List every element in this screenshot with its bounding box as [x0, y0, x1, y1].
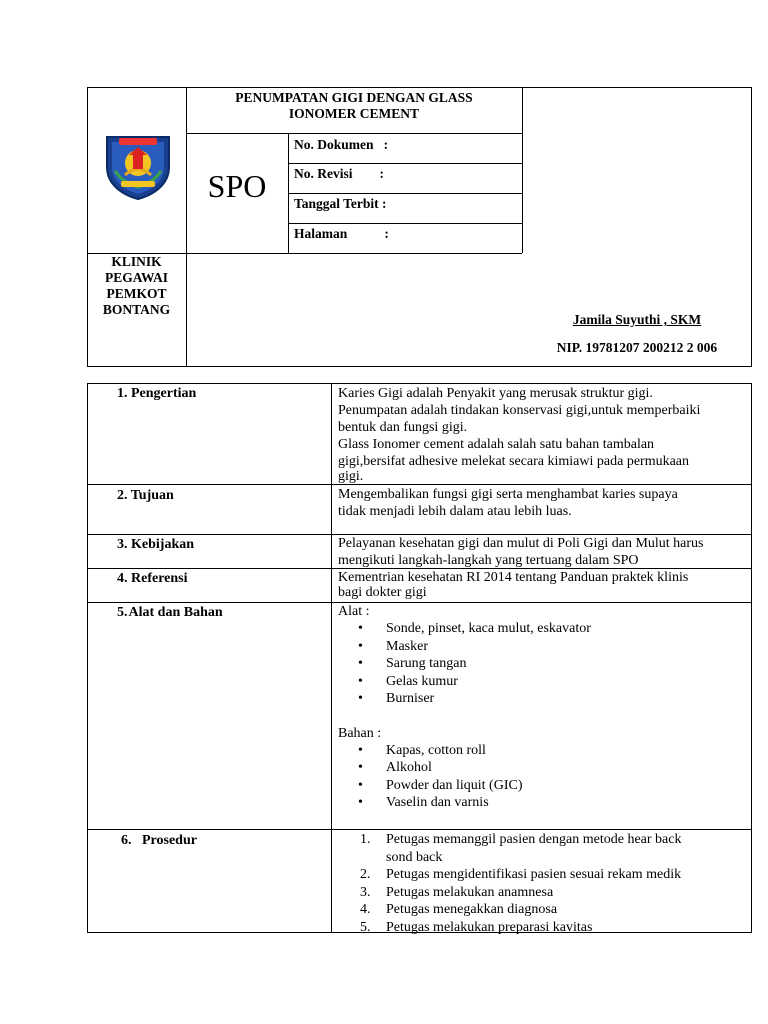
prosedur-list	[338, 831, 748, 936]
bahan-title: Bahan :	[338, 725, 382, 741]
text-line: Kementrian kesehatan RI 2014 tentang Panduan praktek klinis	[338, 570, 689, 585]
clinic-name	[87, 254, 186, 318]
clinic-line: PEMKOT	[106, 286, 167, 301]
step-number: 2.	[360, 867, 371, 882]
content-referensi	[338, 569, 748, 600]
header-divider	[186, 133, 522, 134]
text-line: gigi.	[338, 470, 364, 483]
column-divider	[331, 383, 332, 933]
list-item: • Vaselin dan varnis	[338, 794, 748, 812]
text-line: tidak menjadi lebih dalam atau lebih luas.	[338, 504, 572, 519]
content-tujuan	[338, 486, 748, 520]
label-referensi: 4. Referensi	[117, 571, 188, 586]
signer-name: Jamila Suyuthi , SKM	[572, 312, 702, 327]
header-divider	[288, 223, 522, 224]
content-pengertian	[338, 385, 748, 483]
text-line: Glass Ionomer cement adalah salah satu bahan tambalan	[338, 437, 655, 452]
row-divider	[87, 484, 752, 485]
field-tanggal-terbit: Tanggal Terbit :	[294, 196, 387, 211]
step-text: Petugas melakukan preparasi kavitas	[386, 919, 593, 935]
header-divider	[288, 163, 522, 164]
text-line: Pelayanan kesehatan gigi dan mulut di Poli Gigi dan Mulut harus	[338, 536, 704, 551]
step-text: Petugas menegakkan diagnosa	[386, 902, 558, 917]
label-prosedur: 6. Prosedur	[121, 833, 197, 848]
label-text: Alat dan Bahan	[128, 605, 223, 620]
step-item	[338, 919, 748, 937]
spo-label: SPO	[207, 168, 267, 204]
label-pengertian: 1. Pengertian	[117, 386, 197, 401]
list-item: • Gelas kumur	[338, 673, 748, 691]
header-divider	[186, 87, 187, 367]
text-line: Penumpatan adalah tindakan konservasi gigi,untuk memperbaiki	[338, 403, 701, 418]
label-kebijakan: 3. Kebijakan	[117, 537, 195, 552]
list-item: • Sarung tangan	[338, 655, 748, 673]
step-text: Petugas mengidentifikasi pasien sesuai rekam medik	[386, 867, 682, 882]
alat-title: Alat :	[338, 604, 370, 619]
text-line: Mengembalikan fungsi gigi serta menghambat karies supaya	[338, 487, 678, 502]
step-text: Petugas melakukan anamnesa	[386, 884, 554, 900]
text-line: bagi dokter gigi	[338, 585, 427, 600]
list-item: • Burniser	[338, 690, 748, 708]
clinic-line: KLINIK	[111, 254, 162, 269]
text-line: bentuk dan fungsi gigi.	[338, 420, 468, 435]
list-item: • Masker	[338, 638, 748, 656]
clinic-line: PEGAWAI	[104, 270, 168, 285]
list-item: • Sonde, pinset, kaca mulut, eskavator	[338, 620, 748, 638]
step-number: 1.	[360, 832, 371, 847]
step-text: Petugas memanggil pasien dengan metode hear back	[386, 832, 682, 847]
step-item	[338, 901, 748, 919]
clinic-line: BONTANG	[102, 302, 171, 317]
text-line: gigi,bersifat adhesive melekat secara kimiawi pada permukaan	[338, 454, 690, 469]
document-title	[186, 90, 522, 122]
header-divider	[522, 87, 523, 253]
list-item: • Powder dan liquit (GIC)	[338, 777, 748, 795]
city-logo	[103, 133, 173, 201]
content-prosedur	[338, 831, 748, 936]
step-item	[338, 831, 748, 866]
row-divider	[87, 829, 752, 830]
header-divider	[288, 193, 522, 194]
step-number: 3.	[360, 884, 371, 900]
alat-list	[338, 620, 748, 708]
step-item	[338, 866, 748, 884]
content-kebijakan	[338, 535, 750, 569]
label-tujuan: 2. Tujuan	[117, 488, 174, 503]
list-item: • Alkohol	[338, 759, 748, 777]
step-item	[338, 884, 748, 902]
step-text: sond back	[386, 849, 443, 865]
list-item: • Kapas, cotton roll	[338, 742, 748, 760]
signer-nip: NIP. 19781207 200212 2 006	[556, 340, 718, 355]
text-line: Karies Gigi adalah Penyakit yang merusak struktur gigi.	[338, 386, 653, 401]
field-halaman: Halaman :	[294, 226, 389, 241]
bahan-list	[338, 742, 748, 812]
label-alat-bahan	[117, 604, 223, 621]
label-number: 5.	[117, 605, 128, 620]
title-line-1: PENUMPATAN GIGI DENGAN GLASS	[235, 90, 473, 105]
title-line-2: IONOMER CEMENT	[288, 106, 420, 121]
field-no-revisi: No. Revisi :	[294, 166, 384, 181]
content-alat-bahan	[338, 603, 748, 812]
step-number: 4.	[360, 902, 371, 917]
text-line: mengikuti langkah-langkah yang tertuang dalam SPO	[338, 553, 639, 568]
step-number: 5.	[360, 919, 371, 935]
field-no-dokumen: No. Dokumen :	[294, 137, 389, 152]
